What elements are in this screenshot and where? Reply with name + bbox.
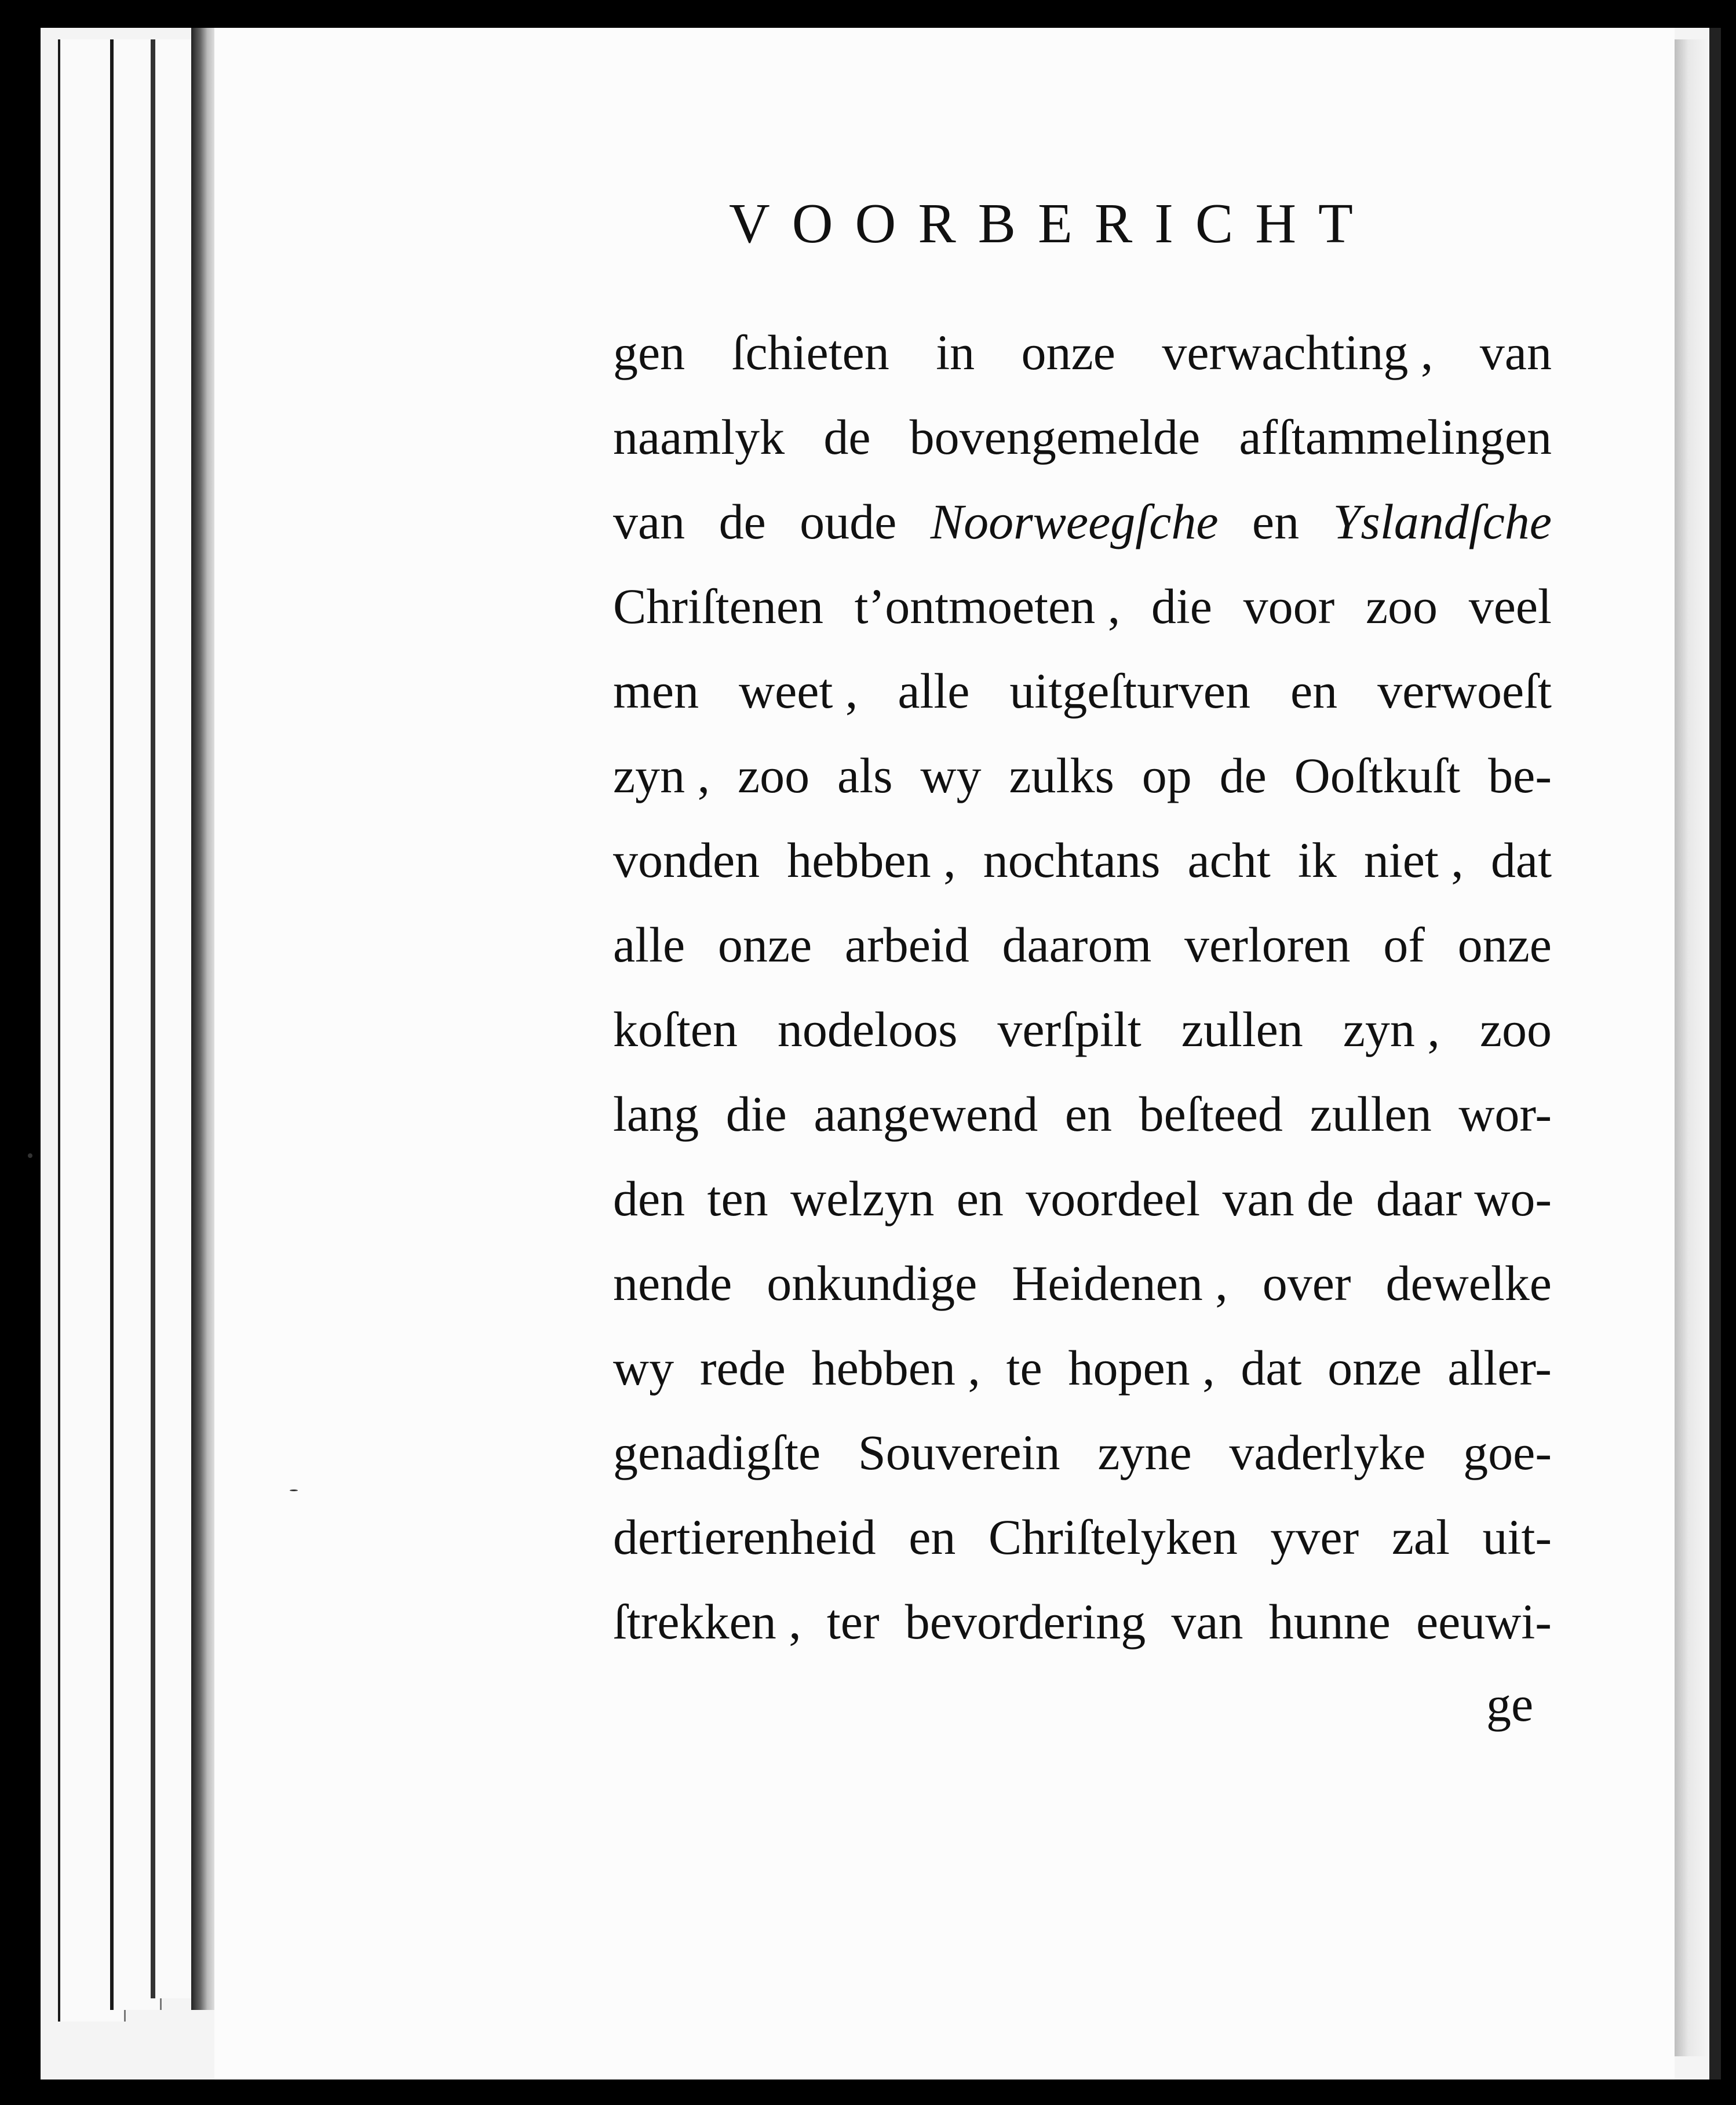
word: Chriſtelyken xyxy=(988,1509,1238,1565)
word: oude xyxy=(800,494,897,549)
word: Yslandſche xyxy=(1333,494,1552,549)
word: daarom xyxy=(1002,917,1152,973)
text-line xyxy=(613,987,1552,1072)
word: rede xyxy=(699,1340,786,1396)
word: zyn , xyxy=(613,748,710,803)
word: verloren xyxy=(1184,917,1351,973)
word: zoo xyxy=(1365,578,1438,634)
word: onze xyxy=(1021,325,1115,380)
word: de xyxy=(719,494,766,549)
word: vonden xyxy=(613,832,760,888)
scan-speck xyxy=(28,1153,32,1158)
word: nende xyxy=(613,1255,732,1311)
running-head: VOORBERICHT xyxy=(729,192,1375,255)
word: alle xyxy=(898,663,970,719)
word: van xyxy=(1171,1594,1243,1649)
word: als xyxy=(837,748,893,803)
word: aller- xyxy=(1447,1340,1552,1396)
word: of xyxy=(1383,917,1425,973)
word: koſten xyxy=(613,1001,738,1057)
word: de xyxy=(1219,748,1267,803)
word: zyn , xyxy=(1343,1001,1440,1057)
word: hunne xyxy=(1268,1594,1391,1649)
text-line xyxy=(613,310,1552,395)
word: zullen xyxy=(1181,1001,1303,1057)
word: wor- xyxy=(1458,1086,1552,1142)
word: aangewend xyxy=(814,1086,1038,1142)
word: afſtammelingen xyxy=(1239,409,1552,465)
text-line xyxy=(613,1241,1552,1325)
word: en xyxy=(956,1171,1004,1226)
text-line xyxy=(613,818,1552,902)
word: acht xyxy=(1187,832,1271,888)
word: over xyxy=(1262,1255,1351,1311)
book-spine xyxy=(191,28,214,2010)
word: onkundige xyxy=(767,1255,978,1311)
word: ten xyxy=(707,1171,768,1226)
text-line xyxy=(613,1156,1552,1241)
word: op xyxy=(1141,748,1192,803)
word: verſpilt xyxy=(997,1001,1141,1057)
word: nodeloos xyxy=(777,1001,958,1057)
word: voor xyxy=(1243,578,1335,634)
body-text xyxy=(613,310,1552,1664)
word: weet , xyxy=(739,663,858,719)
word: ter xyxy=(826,1594,880,1649)
text-line xyxy=(613,1410,1552,1495)
word: en xyxy=(909,1509,956,1565)
word: veel xyxy=(1468,578,1552,634)
text-line xyxy=(613,1579,1552,1664)
word: alle xyxy=(613,917,685,973)
word: zulks xyxy=(1009,748,1114,803)
word: onze xyxy=(1457,917,1552,973)
text-line xyxy=(613,1325,1552,1410)
word: verwachting , xyxy=(1162,325,1434,380)
word: zullen xyxy=(1310,1086,1432,1142)
word: hopen , xyxy=(1068,1340,1215,1396)
word: dat xyxy=(1241,1340,1302,1396)
word: uit- xyxy=(1482,1509,1552,1565)
word: uitgeſturven xyxy=(1009,663,1250,719)
text-line xyxy=(613,395,1552,479)
word: hebben , xyxy=(787,832,956,888)
word: lang xyxy=(613,1086,699,1142)
word: men xyxy=(613,663,699,719)
word: zoo xyxy=(738,748,810,803)
word: niet , xyxy=(1363,832,1464,888)
word: Heidenen , xyxy=(1012,1255,1228,1311)
word: t’ontmoeten , xyxy=(854,578,1121,634)
word: ſchieten xyxy=(731,325,889,380)
word: in xyxy=(936,325,975,380)
word: be- xyxy=(1488,748,1552,803)
word: en xyxy=(1252,494,1300,549)
word: dat xyxy=(1490,832,1552,888)
word: arbeid xyxy=(844,917,969,973)
word: den xyxy=(613,1171,685,1226)
word: van xyxy=(1479,325,1552,380)
word: de xyxy=(823,409,871,465)
word: die xyxy=(725,1086,787,1142)
word: verwoeſt xyxy=(1377,663,1552,719)
word: en xyxy=(1290,663,1338,719)
word: en xyxy=(1064,1086,1112,1142)
text-line xyxy=(613,733,1552,818)
word: zal xyxy=(1391,1509,1450,1565)
word: bovengemelde xyxy=(909,409,1201,465)
word: nochtans xyxy=(983,832,1161,888)
word: daar wo- xyxy=(1376,1171,1552,1226)
word: onze xyxy=(717,917,812,973)
word: eeuwi- xyxy=(1416,1594,1552,1649)
word: dewelke xyxy=(1385,1255,1552,1311)
scan-speck xyxy=(290,1489,298,1491)
word: zyne xyxy=(1097,1425,1192,1480)
word: die xyxy=(1151,578,1212,634)
text-line xyxy=(613,649,1552,733)
word: gen xyxy=(613,325,685,380)
word: zoo xyxy=(1479,1001,1552,1057)
text-line xyxy=(613,1495,1552,1579)
word: naamlyk xyxy=(613,409,785,465)
text-line xyxy=(613,479,1552,564)
word: van xyxy=(613,494,685,549)
word: wy xyxy=(613,1340,674,1396)
word: voordeel xyxy=(1026,1171,1201,1226)
page-right-shadow xyxy=(1709,28,1721,2079)
word: welzyn xyxy=(790,1171,935,1226)
word: beſteed xyxy=(1139,1086,1283,1142)
word: yver xyxy=(1270,1509,1359,1565)
text-line xyxy=(613,1072,1552,1156)
word: vaderlyke xyxy=(1229,1425,1426,1480)
word: ſtrekken , xyxy=(613,1594,801,1649)
text-line xyxy=(613,564,1552,649)
catchword: ge xyxy=(1486,1676,1534,1732)
word: genadigſte xyxy=(613,1425,821,1480)
word: onze xyxy=(1327,1340,1422,1396)
word: goe- xyxy=(1463,1425,1552,1480)
word: wy xyxy=(920,748,982,803)
page-right-edge xyxy=(1675,39,1711,2056)
word: ik xyxy=(1297,832,1337,888)
word: bevordering xyxy=(905,1594,1146,1649)
word: dertierenheid xyxy=(613,1509,876,1565)
word: Chriſtenen xyxy=(613,578,824,634)
text-line xyxy=(613,902,1552,987)
word: Noorweegſche xyxy=(930,494,1219,549)
word: Ooſtkuſt xyxy=(1294,748,1461,803)
word: te xyxy=(1006,1340,1042,1396)
word: hebben , xyxy=(811,1340,980,1396)
word: van de xyxy=(1222,1171,1354,1226)
word: Souverein xyxy=(858,1425,1060,1480)
